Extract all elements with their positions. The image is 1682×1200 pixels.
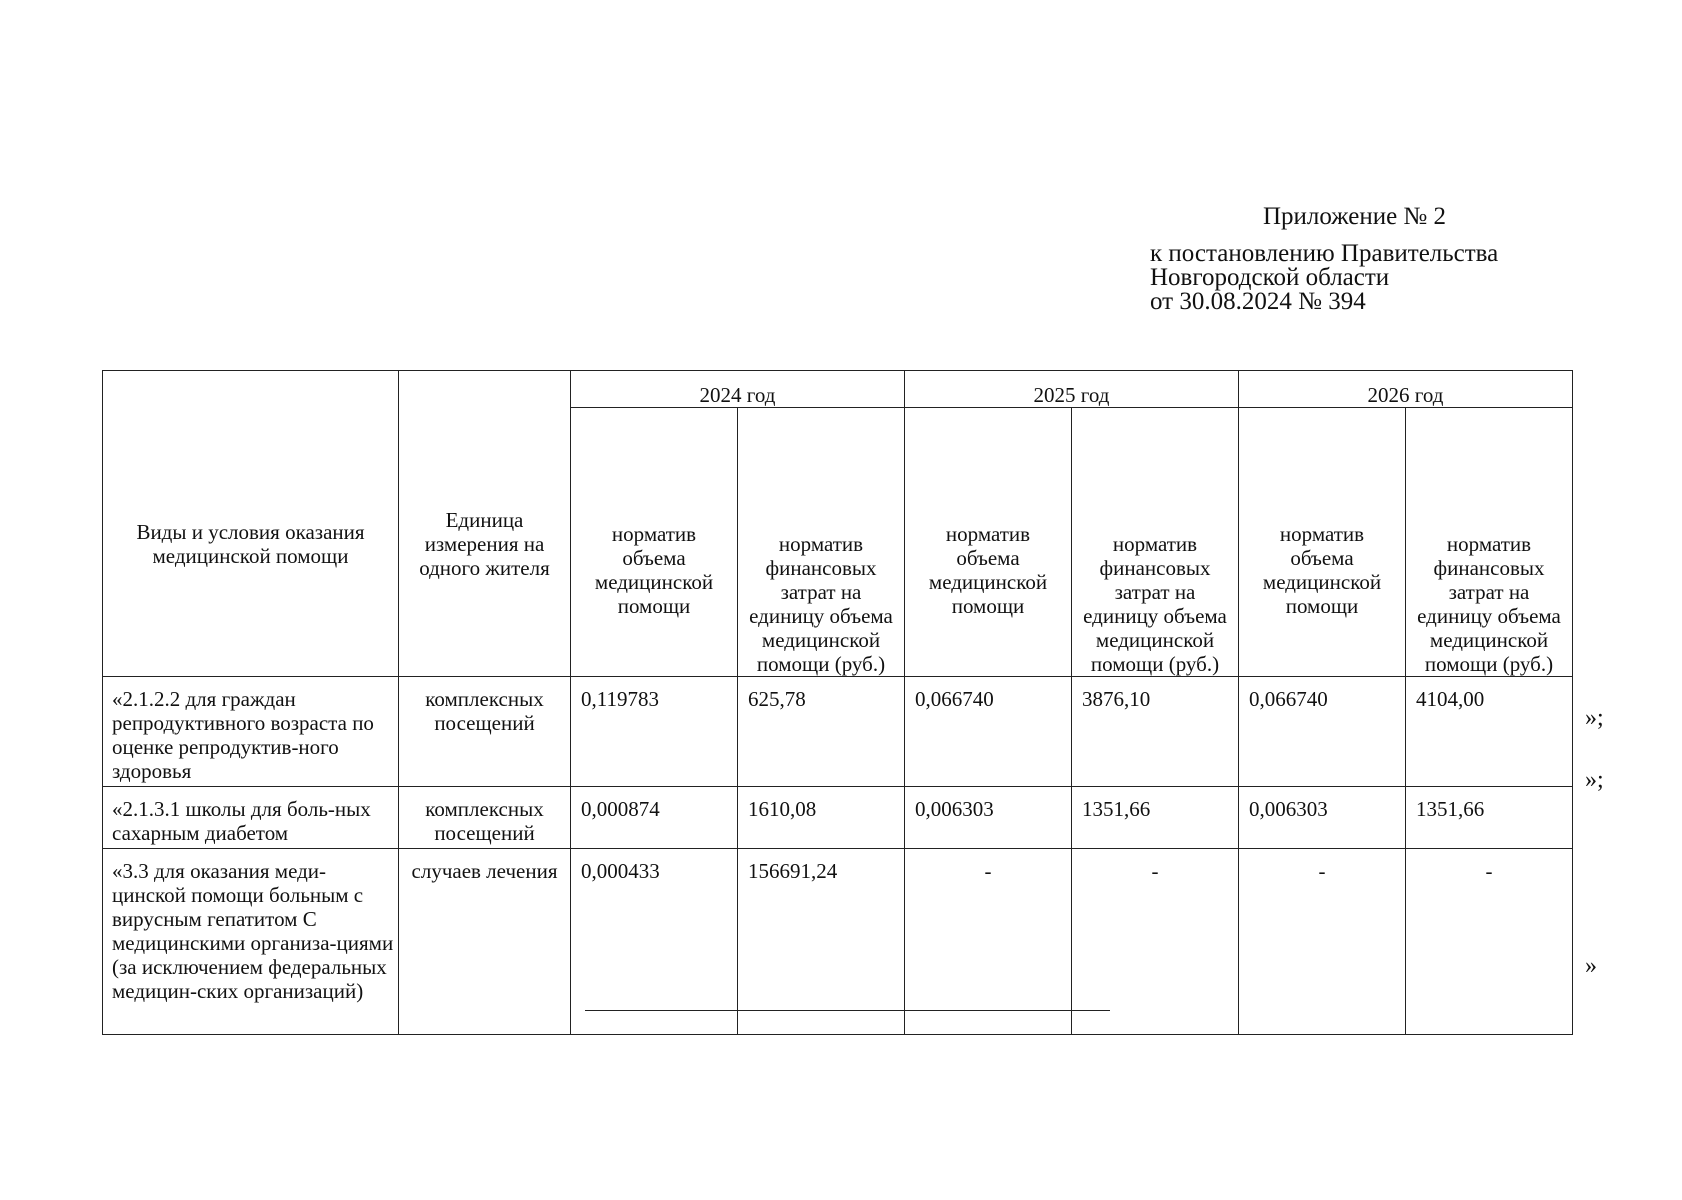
header-cost-2025: норматив финансовых затрат на единицу объема медицинской помощи (руб.) — [1072, 408, 1239, 677]
header-year-2025: 2025 год — [905, 371, 1239, 408]
header-volume-2024: норматив объема медицинской помощи — [571, 408, 738, 677]
normatives-table — [102, 370, 1573, 1035]
row-volume-2025: 0,066740 — [905, 677, 1072, 787]
row-cost-2025: 1351,66 — [1072, 787, 1239, 849]
row-unit: комплексных посещений — [399, 787, 571, 849]
resolution-line: к постановлению Правительства — [1150, 240, 1499, 267]
header-cost-2024: норматив финансовых затрат на единицу объема медицинской помощи (руб.) — [738, 408, 905, 677]
annex-number: Приложение № 2 — [1263, 203, 1447, 230]
row-cost-2026: 4104,00 — [1406, 677, 1573, 787]
end-divider-line — [585, 1010, 1110, 1011]
row-unit: комплексных посещений — [399, 677, 571, 787]
row-volume-2026: 0,066740 — [1239, 677, 1406, 787]
row-kind: «2.1.3.1 школы для боль-ных сахарным диабетом — [103, 787, 399, 849]
row-kind: «3.3 для оказания меди-цинской помощи больным с вирусным гепатитом С медицинскими организа-циями (за исключением федеральных медицин-ских организаций) — [103, 849, 399, 1035]
table-row — [103, 677, 1573, 787]
row-cost-2024: 156691,24 — [738, 849, 905, 1035]
row-volume-2025: - — [905, 849, 1072, 1035]
header-volume-2025: норматив объема медицинской помощи — [905, 408, 1072, 677]
date-number-line: от 30.08.2024 № 394 — [1150, 288, 1366, 315]
row-volume-2024: 0,119783 — [571, 677, 738, 787]
year-header-row — [103, 371, 1573, 408]
row-cost-2024: 625,78 — [738, 677, 905, 787]
header-volume-2026: норматив объема медицинской помощи — [1239, 408, 1406, 677]
table-row — [103, 849, 1573, 1035]
row-volume-2024: 0,000433 — [571, 849, 738, 1035]
region-line: Новгородской области — [1150, 264, 1390, 291]
header-kind: Виды и условия оказания медицинской помощи — [103, 371, 399, 677]
row-cost-2025: - — [1072, 849, 1239, 1035]
row-volume-2024: 0,000874 — [571, 787, 738, 849]
closing-quote-row-1: »; — [1585, 705, 1604, 731]
header-cost-2026: норматив финансовых затрат на единицу объема медицинской помощи (руб.) — [1406, 408, 1573, 677]
row-volume-2026: - — [1239, 849, 1406, 1035]
table-row — [103, 787, 1573, 849]
row-kind: «2.1.2.2 для граждан репродуктивного возраста по оценке репродуктив-ного здоровья — [103, 677, 399, 787]
row-cost-2026: 1351,66 — [1406, 787, 1573, 849]
row-unit: случаев лечения — [399, 849, 571, 1035]
closing-quote-row-3: » — [1585, 953, 1597, 979]
header-year-2024: 2024 год — [571, 371, 905, 408]
closing-quote-row-2: »; — [1585, 767, 1604, 793]
row-cost-2024: 1610,08 — [738, 787, 905, 849]
header-year-2026: 2026 год — [1239, 371, 1573, 408]
row-volume-2025: 0,006303 — [905, 787, 1072, 849]
row-cost-2026: - — [1406, 849, 1573, 1035]
header-unit: Единица измерения на одного жителя — [399, 371, 571, 677]
row-cost-2025: 3876,10 — [1072, 677, 1239, 787]
row-volume-2026: 0,006303 — [1239, 787, 1406, 849]
